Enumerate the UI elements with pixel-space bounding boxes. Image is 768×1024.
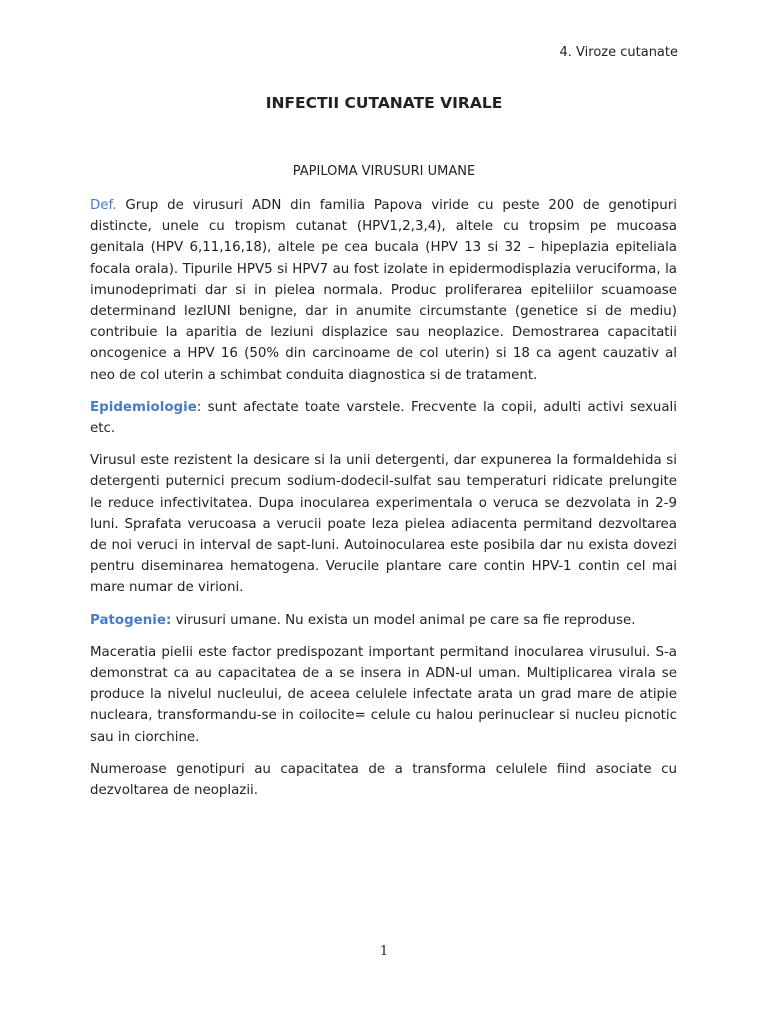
definition-label: Def. [90,198,117,213]
document-title: INFECTII CUTANATE VIRALE [265,94,503,112]
paragraph-epidemiology [90,397,677,439]
pathogenesis-label: Patogenie: [90,612,172,628]
document-body [90,195,677,812]
paragraph-maceration: Maceratia pielii este factor predispozant important permitand inocularea virusului. S-a demonstrat ca au capacitatea de a se insera in ADN-ul uman. Multiplicarea virala se produce la nivelul nucleului, de aceea celulele infectate arata un grad mare de atipie nucleara, transformandu-se in coilocite= celule cu halou perinuclear si nucleu picnotic sau in ciorchine. [90,644,677,745]
epidemiology-text: : sunt afectate toate varstele. Frecvente la copii, adulti activi sexuali etc. [90,399,677,437]
pathogenesis-text: virusuri umane. Nu exista un model animal pe care sa fie reproduse. [171,612,636,628]
paragraph-definition [90,195,677,386]
section-title: PAPILOMA VIRUSURI UMANE [292,164,476,179]
paragraph-virus-resistance: Virusul este rezistent la desicare si la unii detergenti, dar expunerea la formaldehida si detergenti puternici precum sodium-dodecil-sulfat sau temperaturi ridicate prelungite le reduce infectivitatea. Dupa inocularea experimentala o veruca se dezvolata in 2-9 luni. Sprafata verucoasa a verucii poate leza pielea adiacenta permitand dezvoltarea de noi veruci in interval de sapt-luni. Autoinocularea este posibila dar nu exista dovezi pentru diseminarea hematogena. Verucile plantare care contin HPV-1 contin cel mai mare numar de virioni. [90,453,677,596]
paragraph-genotypes: Numeroase genotipuri au capacitatea de a transforma celulele fiind asociate cu dezvoltarea de neoplazii. [90,761,677,799]
paragraph-pathogenesis [90,610,677,631]
page-number: 1 [379,944,389,959]
definition-text: Grup de virusuri ADN din familia Papova viride cu peste 200 de genotipuri distincte, unele cu tropism cutanat (HPV1,2,3,4), altele cu tropsim pe mucoasa genitala (HPV 6,11,16,18), altele pe cea bucala (HPV 13 si 32 – hipeplazia epiteliala focala orala). Tipurile HPV5 si HPV7 au fost izolate in epidermodisplazia veruciforma, la imunodeprimati dar si in pielea normala. Produc proliferarea epiteliilor scuamoase determinand lezIUNI benigne, dar in anumite circumstante (genetice si de mediu) contribuie la aparitia de leziuni displazice sau neoplazice. Demostrarea capacitatii oncogenice a HPV 16 (50% din carcinoame de col uterin) si 18 ca agent cauzativ al neo de col uterin a schimbat conduita diagnostica si de tratament. [90,198,677,383]
running-header: 4. Viroze cutanate [559,45,678,60]
epidemiology-label: Epidemiologie [90,399,197,415]
